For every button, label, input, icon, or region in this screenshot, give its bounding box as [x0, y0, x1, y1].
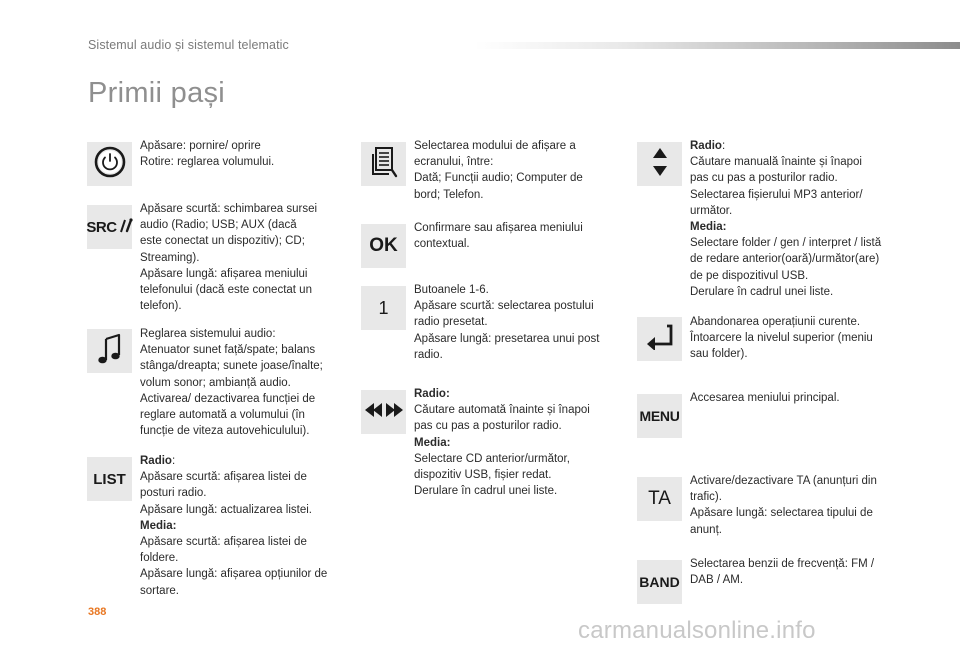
display-description: [414, 138, 583, 203]
desc-line: Derulare în cadrul unei liste.: [690, 285, 834, 298]
desc-line: anunț.: [690, 523, 722, 536]
band-label: BAND: [639, 574, 680, 590]
up-down-arrows-icon: [652, 146, 668, 183]
desc-line: Selectarea fișierului MP3 anterior/: [690, 188, 863, 201]
desc-line: Selectarea modului de afișare a: [414, 140, 576, 152]
desc-line: volum sonor; ambianță audio.: [140, 376, 291, 389]
desc-line: Apăsare scurtă: afișarea listei de: [140, 471, 307, 484]
desc-line: radio.: [414, 348, 443, 361]
seek-left-right-icon: [365, 401, 403, 424]
src-label: SRC: [86, 218, 117, 236]
src-description: [140, 201, 317, 314]
desc-line: Streaming).: [140, 251, 200, 264]
back-button-box: [637, 317, 682, 361]
desc-line: Apăsare lungă: selectarea tipului de: [690, 507, 873, 520]
ok-label: OK: [369, 235, 398, 256]
preset-description: [414, 282, 599, 363]
desc-line: Selectare folder / gen / interpret / listă: [690, 237, 882, 250]
desc-line: Selectare CD anterior/următor,: [414, 452, 570, 465]
desc-line: Apăsare lungă: afișarea meniului: [140, 267, 308, 280]
desc-line: Accesarea meniului principal.: [690, 392, 840, 404]
desc-heading: Media:: [690, 221, 727, 234]
updown-button-box: [637, 142, 682, 186]
desc-line: radio presetat.: [414, 316, 488, 329]
desc-line: bord; Telefon.: [414, 188, 484, 201]
menu-button-box: [637, 394, 682, 438]
desc-line: Reglarea sistemului audio:: [140, 328, 276, 340]
back-return-icon: [645, 324, 675, 355]
preset-label: 1: [378, 297, 389, 318]
music-description: [140, 326, 323, 439]
desc-line: stânga/dreapta; sunete joase/înalte;: [140, 360, 323, 373]
desc-line: Apăsare scurtă: schimbarea sursei: [140, 203, 318, 215]
section-header-title: Sistemul audio și sistemul telematic: [88, 38, 289, 52]
desc-line: contextual.: [414, 238, 470, 251]
desc-line: Butoanele 1-6.: [414, 284, 489, 296]
band-button-box: [637, 560, 682, 604]
page-title: Primii pași: [88, 77, 226, 109]
desc-line: trafic).: [690, 491, 722, 504]
desc-line: telefonului (dacă este conectat un: [140, 284, 312, 297]
desc-line: Apăsare lungă: presetarea unui post: [414, 332, 600, 345]
desc-heading: Media:: [414, 436, 451, 449]
desc-line: Apăsare: pornire/ oprire: [140, 140, 261, 152]
desc-line: posturi radio.: [140, 487, 207, 500]
back-description: [690, 314, 873, 363]
band-description: [690, 556, 874, 588]
page-number: 388: [88, 606, 107, 618]
display-button-box: [361, 142, 406, 186]
desc-line: DAB / AM.: [690, 574, 744, 587]
music-button-box: [87, 329, 132, 373]
desc-line: Derulare în cadrul unei liste.: [414, 485, 558, 498]
desc-line: pas cu pas a posturilor radio.: [690, 172, 838, 185]
list-description: Radio: Apăsare scurtă: afișarea listei de posturi radio. Apăsare lungă: actualizarea listei. Media: Apăsare scurtă: afișarea listei de foldere. Apăsare lungă: afișarea opțiunilor de sortare.: [140, 453, 327, 599]
desc-line: Rotire: reglarea volumului.: [140, 156, 275, 169]
ta-description: [690, 473, 877, 538]
desc-line: Întoarcere la nivelul superior (meniu: [690, 332, 873, 345]
watermark: carmanualsonline.info: [578, 617, 816, 644]
desc-line: Căutare automată înainte și înapoi: [414, 404, 590, 417]
seek-button-box: [361, 390, 406, 434]
power-description: [140, 138, 274, 170]
src-button-box: [87, 205, 132, 249]
desc-line: Atenuator sunet față/spate; balans: [140, 344, 316, 357]
desc-heading: Radio:: [414, 388, 450, 400]
desc-line: următor.: [690, 204, 733, 217]
menu-description: [690, 390, 840, 406]
updown-description: Radio: Căutare manuală înainte și înapoi pas cu pas a posturilor radio. Selectarea fișierului MP3 anterior/ următor. Media: Selectare folder / gen / interpret / listă de redare anterior(oară)/următor(are) de pe dispozitivul USB. Derulare în cadrul unei liste.: [690, 138, 881, 300]
seek-description: [414, 386, 590, 499]
desc-heading: Radio: [140, 455, 172, 467]
power-icon: [94, 146, 126, 183]
ok-description: [414, 220, 583, 252]
desc-line: audio (Radio; USB; AUX (dacă: [140, 219, 297, 232]
desc-line: Apăsare lungă: afișarea opțiunilor de: [140, 568, 328, 581]
desc-line: foldere.: [140, 552, 179, 565]
music-note-icon: [97, 333, 123, 370]
desc-line: sau folder).: [690, 348, 748, 361]
display-mode-icon: [370, 146, 398, 183]
ta-label: TA: [648, 488, 671, 509]
desc-line: funcție de viteza autovehiculului).: [140, 425, 310, 438]
desc-line: pas cu pas a posturilor radio.: [414, 420, 562, 433]
desc-line: Activare/dezactivare TA (anunțuri din: [690, 475, 877, 487]
power-button-box: [87, 142, 132, 186]
list-button-box: [87, 457, 132, 501]
desc-line: ecranului, între:: [414, 156, 494, 169]
desc-line: Confirmare sau afișarea meniului: [414, 222, 583, 234]
menu-label: MENU: [639, 408, 680, 424]
ok-button-box: [361, 224, 406, 268]
list-label: LIST: [93, 470, 126, 488]
ta-button-box: [637, 477, 682, 521]
desc-line: Apăsare lungă: actualizarea listei.: [140, 503, 312, 516]
desc-line: Apăsare scurtă: selectarea postului: [414, 300, 594, 313]
desc-line: Activarea/ dezactivarea funcției de: [140, 392, 316, 405]
desc-line: Dată; Funcții audio; Computer de: [414, 172, 583, 185]
src-phone-icon: [119, 217, 133, 238]
desc-line: telefon).: [140, 300, 182, 313]
header-gradient-bar: [475, 42, 960, 49]
desc-line: dispozitiv USB, fișier redat.: [414, 469, 552, 482]
desc-line: sortare.: [140, 584, 179, 597]
preset-button-box: [361, 286, 406, 330]
desc-line: Apăsare scurtă: afișarea listei de: [140, 536, 307, 549]
desc-line: Selectarea benzii de frecvență: FM /: [690, 558, 875, 570]
desc-line: de pe dispozitivul USB.: [690, 269, 809, 282]
desc-line: Abandonarea operațiunii curente.: [690, 316, 861, 328]
desc-heading: Media:: [140, 519, 177, 532]
desc-line: este conectat un dispozitiv); CD;: [140, 235, 305, 248]
desc-line: Căutare manuală înainte și înapoi: [690, 156, 862, 169]
desc-line: reglare automată a volumului (în: [140, 409, 305, 422]
desc-line: de redare anterior(oară)/următor(are): [690, 253, 880, 266]
desc-heading: Radio: [690, 140, 722, 152]
